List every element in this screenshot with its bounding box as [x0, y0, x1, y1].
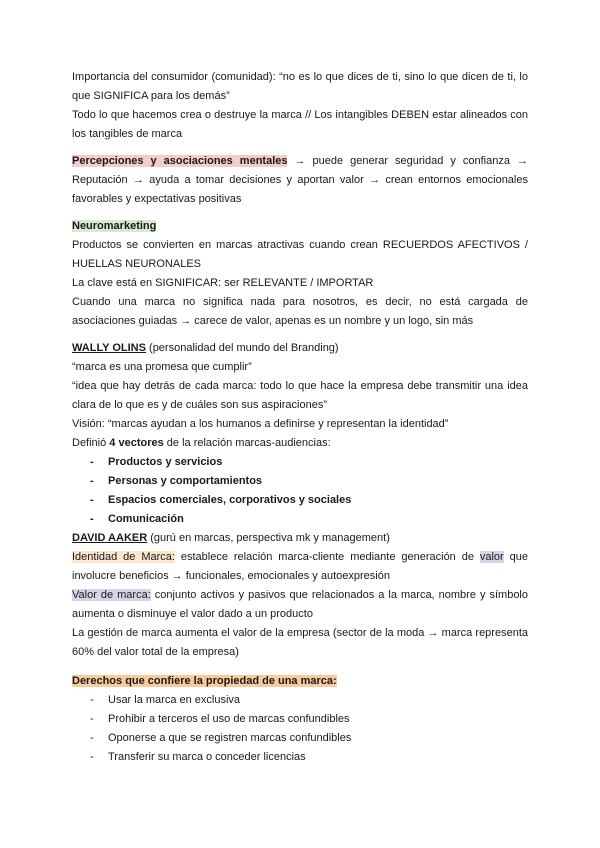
list-item: - Oponerse a que se registren marcas confundibles [90, 729, 528, 748]
list-item: - Comunicación [90, 510, 528, 529]
perceptions-paragraph [72, 152, 528, 209]
olins-name: WALLY OLINS [72, 342, 146, 354]
aaker-name: DAVID AAKER [72, 532, 148, 544]
olins-quote-1: “marca es una promesa que cumplir” [72, 361, 252, 373]
list-item: - Productos y servicios [90, 453, 528, 472]
intro-brand: Todo lo que hacemos crea o destruye la marca // Los intangibles DEBEN estar alineados con los tangibles de marca [72, 109, 528, 140]
aaker-desc: (gurú en marcas, perspectiva mk y management) [147, 532, 390, 544]
rights-list [72, 691, 528, 767]
list-item: - Personas y comportamientos [90, 472, 528, 491]
intro-consumer: Importancia del consumidor (comunidad): “no es lo que dices de ti, sino lo que dicen de ti, lo que SIGNIFICA para los demás” [72, 71, 528, 102]
value-label: Valor de marca: [72, 589, 151, 601]
list-item: - Espacios comerciales, corporativos y sociales [90, 491, 528, 510]
identity-label: Identidad de Marca: [72, 551, 175, 563]
list-item: - Transferir su marca o conceder licencias [90, 748, 528, 767]
neuro-line-1: Productos se convierten en marcas atractivas cuando crean RECUERDOS AFECTIVOS / HUELLAS NEURONALES [72, 239, 528, 270]
olins-quote-2: “idea que hay detrás de cada marca: todo lo que hace la empresa debe transmitir una idea clara de lo que es y de cuáles son sus aspiraciones” [72, 380, 528, 411]
aaker-identity: Identidad de Marca: establece relación marca-cliente mediante generación de valor que involucre beneficios → funcionales, emocionales y autoexpresión [72, 551, 528, 582]
value-highlight: valor [479, 551, 504, 563]
rights-heading: Derechos que confiere la propiedad de una marca: [72, 675, 337, 687]
neuro-line-3: Cuando una marca no significa nada para nosotros, es decir, no está cargada de asociaciones guiadas → carece de valor, apenas es un nombre y un logo, sin más [72, 296, 528, 327]
olins-vectors-intro: Definió 4 vectores de la relación marcas-audiencias: [72, 437, 331, 449]
list-item: - Usar la marca en exclusiva [90, 691, 528, 710]
olins-desc: (personalidad del mundo del Branding) [145, 342, 339, 354]
aaker-heading [72, 529, 528, 548]
neuro-line-2: La clave está en SIGNIFICAR: ser RELEVANTE / IMPORTAR [72, 277, 374, 289]
olins-heading [72, 339, 528, 358]
document-content [72, 68, 528, 767]
perceptions-text: → puede generar seguridad y confianza → Reputación → ayuda a tomar decisiones y aportan valor → crean entornos emocionales favorables y expectativas positivas [72, 155, 528, 205]
vectors-list [72, 453, 528, 529]
list-item: - Prohibir a terceros el uso de marcas confundibles [90, 710, 528, 729]
aaker-gestion: La gestión de marca aumenta el valor de la empresa (sector de la moda → marca representa 60% del valor total de la empresa) [72, 627, 528, 658]
aaker-value: Valor de marca: conjunto activos y pasivos que relacionados a la marca, nombre y símbolo aumenta o disminuye el valor dado a un producto [72, 589, 528, 620]
olins-vision: Visión: “marcas ayudan a los humanos a definirse y representan la identidad” [72, 418, 449, 430]
neuromarketing-heading: Neuromarketing [72, 220, 157, 232]
perceptions-heading: Percepciones y asociaciones mentales [72, 155, 288, 167]
